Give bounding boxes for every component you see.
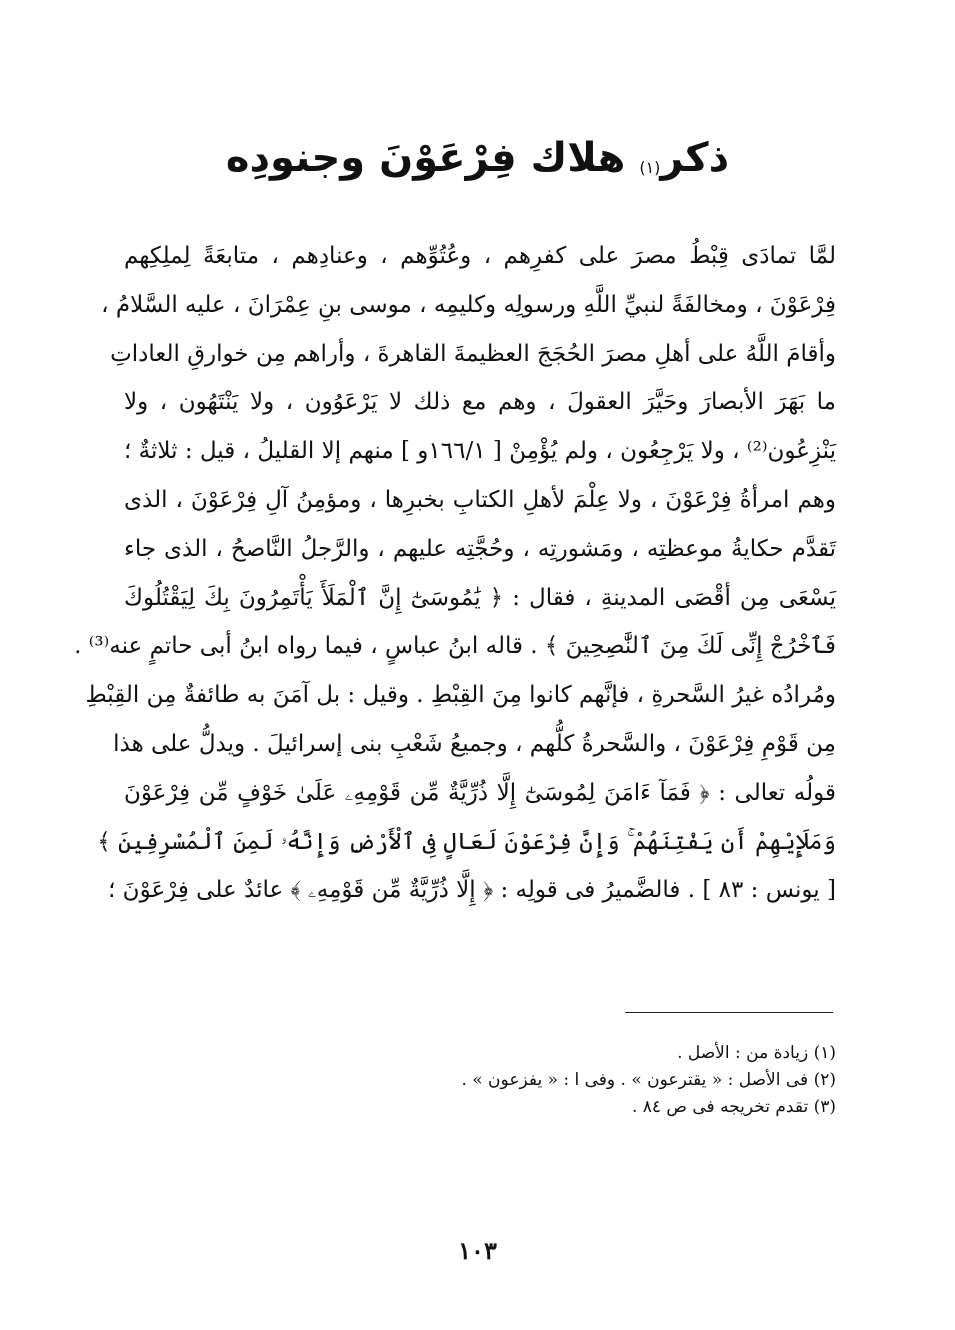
- footnote-ref: (١): [639, 158, 661, 177]
- text-line: وأقامَ اللَّهُ على أهلِ مصرَ الحُجَجَ العظيمةَ القاهرةَ ، وأراهم مِن خوارقِ العاداتِ: [110, 340, 836, 367]
- text-line: قولُه تعالى : ﴿ فَمَآ ءَامَنَ لِمُوسَىٰٓ إِلَّا ذُرِّيَّةٌ مِّن قَوْمِهِۦ عَلَىٰ خَوْفٍ مِّن فِرْعَوْنَ: [124, 779, 836, 806]
- text-line: فِرْعَوْنَ ، ومخالفَةً لنبيِّ اللَّهِ ورسولِه وكليمِه ، موسى بنِ عِمْرَانَ ، عليه السَّلامُ ،: [101, 291, 836, 318]
- body-text: [74, 232, 836, 915]
- text-line: [ يونس : ٨٣ ] . فالضَّميرُ فى قولِه : ﴿ إِلَّا ذُرِّيَّةٌ مِّن قَوْمِهِۦ ﴾ عائدٌ على فِرْعَوْنَ ؛: [108, 877, 836, 904]
- footnotes: [124, 1040, 836, 1121]
- chapter-title: [0, 128, 955, 188]
- text-line: وهم امرأةُ فِرْعَوْنَ ، ولا عِلْمَ لأهلِ الكتابِ بخبرِها ، ومؤمِنُ آلِ فِرْعَوْنَ ، الذى: [124, 486, 836, 513]
- text-line: يَنْزِعُون⁽²⁾ ، ولا يَرْجِعُون ، ولم يُؤْمِنْ [ ١٦٦/١و ] منهم إلا القليلُ ، قيل : ثلاثةٌ ؛: [124, 438, 836, 465]
- text-line: وَمَلَإِيْهِمْ أَن يَفْتِنَهُمْ ۚ وَإِنَّ فِرْعَوْنَ لَعَالٍ فِى ٱلْأَرْضِ وَإِنَّهُۥ لَمِنَ ٱلْمُسْرِفِينَ ﴾: [97, 828, 836, 855]
- text-line: مِن قَوْمِ فِرْعَوْنَ ، والسَّحرةُ كلُّهم ، وجميعُ شَعْبِ بنى إسرائيلَ . ويدلُّ على هذا: [113, 730, 836, 757]
- text-line: ما بَهَرَ الأبصارَ وحَيَّرَ العقولَ ، وهم مع ذلك لا يَرْعَوُون ، ولا يَنْتَهُون ، ولا: [124, 389, 836, 416]
- title-word: ذكر: [660, 135, 730, 181]
- title-rest: هلاك فِرْعَوْنَ وجنودِه: [225, 135, 626, 181]
- footnote-separator: [625, 1012, 833, 1013]
- footnote-2: (٢) فى الأصل : « يقترعون » . وفى ا : « يفزعون » .: [461, 1070, 836, 1090]
- text-line: ومُرادُه غيرُ السَّحرةِ ، فإنَّهم كانوا مِنَ القِبْطِ . وقيل : بل آمَنَ به طائفةٌ مِن القِبْطِ: [85, 682, 836, 709]
- footnote-1: (١) زيادة من : الأصل .: [677, 1043, 836, 1063]
- text-line: تَقدَّم حكايةُ موعظتِه ، ومَشورتِه ، وحُجَّتِه عليهم ، والرَّجلُ النَّاصحُ ، الذى جاء: [124, 535, 836, 562]
- text-line: يَسْعَى مِن أقْصَى المدينةِ ، فقال : ﴿ يَٰمُوسَىٰٓ إِنَّ ٱلْمَلَأَ يَأْتَمِرُونَ بِكَ لِيَقْتُلُوكَ: [124, 584, 836, 611]
- text-line: فَٱخْرُجْ إِنِّى لَكَ مِنَ ٱلنَّٰصِحِينَ ﴾ . قاله ابنُ عباسٍ ، فيما رواه ابنُ أبى حاتمٍ عنه⁽³⁾ .: [74, 633, 836, 660]
- footnote-3: (٣) تقدم تخريجه فى ص ٨٤ .: [631, 1097, 836, 1117]
- page-number: ١٠٣: [458, 1236, 497, 1265]
- text-line: لمَّا تمادَى قِبْطُ مصرَ على كفرِهم ، وعُتُوِّهم ، وعنادِهم ، متابعَةً لِملِكِهم: [124, 243, 836, 269]
